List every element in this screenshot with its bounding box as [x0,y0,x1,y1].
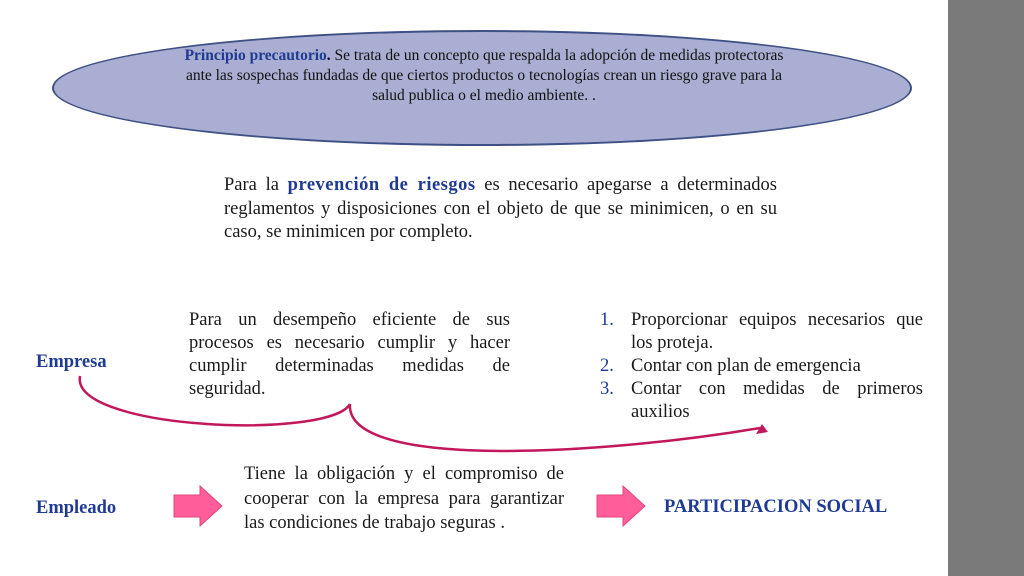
empresa-label: Empresa [36,352,107,372]
list-item-text: Proporcionar equipos necesarios que los proteja. [631,310,923,353]
right-arrow-icon [595,484,647,528]
curve-empresa-to-paragraph-icon [80,376,350,425]
list-item-number: 2. [600,356,614,376]
prevention-lead: Para la [224,175,288,195]
curve-paragraph-to-list-icon [350,404,760,451]
list-item-text: Contar con plan de emergencia [631,356,861,376]
participation-social-label: PARTICIPACION SOCIAL [664,497,888,517]
right-sidebar-band [948,0,1024,576]
precautionary-principle-title: Principio precautorio [184,47,327,64]
empresa-paragraph: Para un desempeño eficiente de sus procesos es necesario cumplir y hacer cumplir determinadas medidas de seguridad. [189,310,510,399]
list-item-number: 3. [600,379,614,399]
precautionary-principle-body: Se trata de un concepto que respalda la adopción de medidas protectoras ante las sospechas fundadas de que ciertos productos o tecnologías crean un riesgo grave para la salud publica o el medio ambiente. . [185,47,784,104]
prevention-tail: es necesario apegarse a determinados reglamentos y disposiciones con el objeto de que se minimicen, o en su caso, se minimicen por completo. [224,175,777,242]
right-arrow-icon [172,484,224,528]
list-item-number: 1. [600,310,614,330]
empleado-label: Empleado [36,498,117,518]
empleado-paragraph: Tiene la obligación y el compromiso de cooperar con la empresa para garantizar las condiciones de trabajo seguras . [244,464,564,533]
prevention-highlight: prevención de riesgos [287,175,476,195]
list-item-text: Contar con medidas de primeros auxilios [631,379,923,422]
precautionary-title-punct: . [326,47,331,64]
